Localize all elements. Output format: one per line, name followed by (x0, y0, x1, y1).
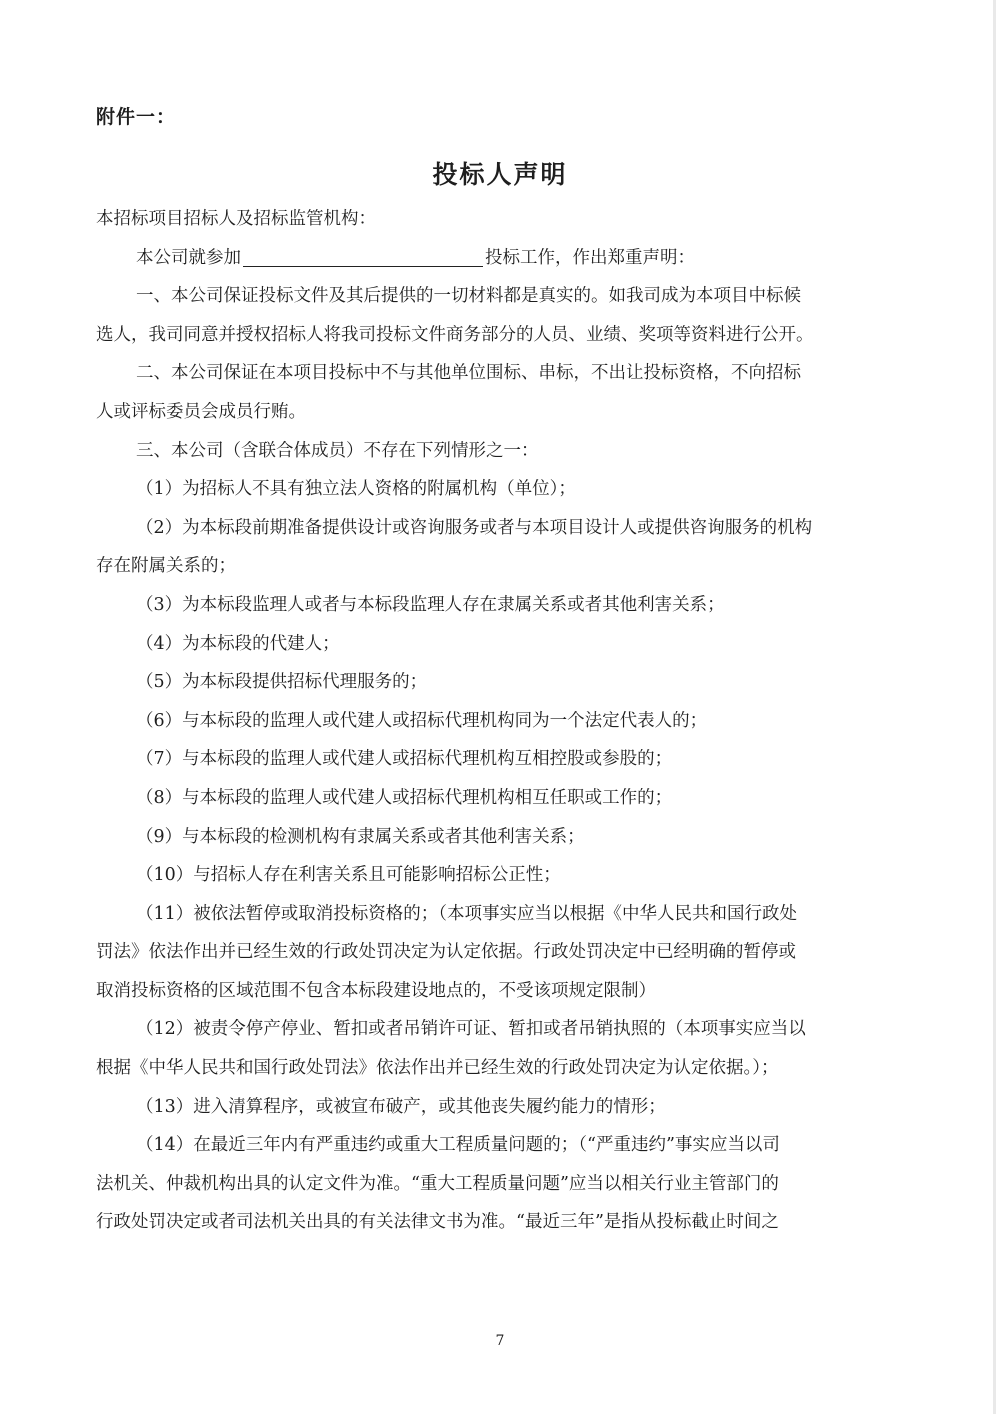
page-number: 7 (495, 1333, 505, 1349)
item-1: （1）为招标人不具有独立法人资格的附属机构（单位）； (136, 479, 576, 500)
attachment-label: 附件一： (96, 106, 177, 128)
clause-1-line-1: 一、本公司保证投标文件及其后提供的一切材料都是真实的。如我司成为本项目中标候 (136, 286, 801, 307)
document-title: 投标人声明 (432, 160, 568, 189)
item-11-line-3: 取消投标资格的区域范围不包含本标段建设地点的，不受该项规定限制） (96, 980, 656, 1001)
item-4: （4）为本标段的代建人； (136, 633, 340, 654)
item-11-line-1: （11）被依法暂停或取消投标资格的；（本项事实应当以根据《中华人民共和国行政处 (136, 903, 798, 924)
item-2-line-1: （2）为本标段前期准备提供设计或咨询服务或者与本项目设计人或提供咨询服务的机构 (136, 517, 813, 538)
item-11-line-2: 罚法》依法作出并已经生效的行政处罚决定为认定依据。行政处罚决定中已经明确的暂停或 (96, 942, 796, 963)
declaration-body (96, 200, 908, 1242)
item-14-line-2: 法机关、仲裁机构出具的认定文件为准。“重大工程质量问题”应当以相关行业主管部门的 (96, 1173, 779, 1194)
item-13: （13）进入清算程序，或被宣布破产，或其他丧失履约能力的情形； (136, 1096, 666, 1117)
clause-2-line-1: 二、本公司保证在本项目投标中不与其他单位围标、串标，不出让投标资格，不向招标 (136, 363, 801, 384)
item-12-line-1: （12）被责令停产停业、暂扣或者吊销许可证、暂扣或者吊销执照的（本项事实应当以 (136, 1019, 806, 1040)
clause-3-heading: 三、本公司（含联合体成员）不存在下列情形之一： (136, 440, 539, 461)
salutation: 本招标项目招标人及招标监管机构： (96, 209, 376, 229)
item-10: （10）与招标人存在利害关系且可能影响招标公正性； (136, 865, 561, 886)
item-12-line-2: 根据《中华人民共和国行政处罚法》依法作出并已经生效的行政处罚决定为认定依据。）； (96, 1058, 779, 1079)
item-14-line-1: （14）在最近三年内有严重违约或重大工程质量问题的；（“严重违约”事实应当以司 (136, 1135, 780, 1156)
scan-edge-shadow (993, 0, 996, 1414)
clause-1-line-2: 选人，我司同意并授权招标人将我司投标文件商务部分的人员、业绩、奖项等资料进行公开。 (96, 324, 814, 345)
item-6: （6）与本标段的监理人或代建人或招标代理机构同为一个法定代表人的； (136, 710, 708, 731)
item-7: （7）与本标段的监理人或代建人或招标代理机构互相控股或参股的； (136, 749, 673, 770)
item-14-line-3: 行政处罚决定或者司法机关出具的有关法律文书为准。“最近三年”是指从投标截止时间之 (96, 1212, 779, 1233)
item-9: （9）与本标段的检测机构有隶属关系或者其他利害关系； (136, 826, 585, 847)
item-8: （8）与本标段的监理人或代建人或招标代理机构相互任职或工作的； (136, 787, 673, 808)
intro-line: 本公司就参加 投标工作，作出郑重声明： (96, 239, 908, 278)
clause-2-line-2: 人或评标委员会成员行贿。 (96, 401, 306, 422)
fill-in-blank (243, 242, 483, 267)
item-3: （3）为本标段监理人或者与本标段监理人存在隶属关系或者其他利害关系； (136, 594, 725, 615)
item-2-line-2: 存在附属关系的； (96, 556, 236, 577)
item-5: （5）为本标段提供招标代理服务的； (136, 672, 428, 693)
